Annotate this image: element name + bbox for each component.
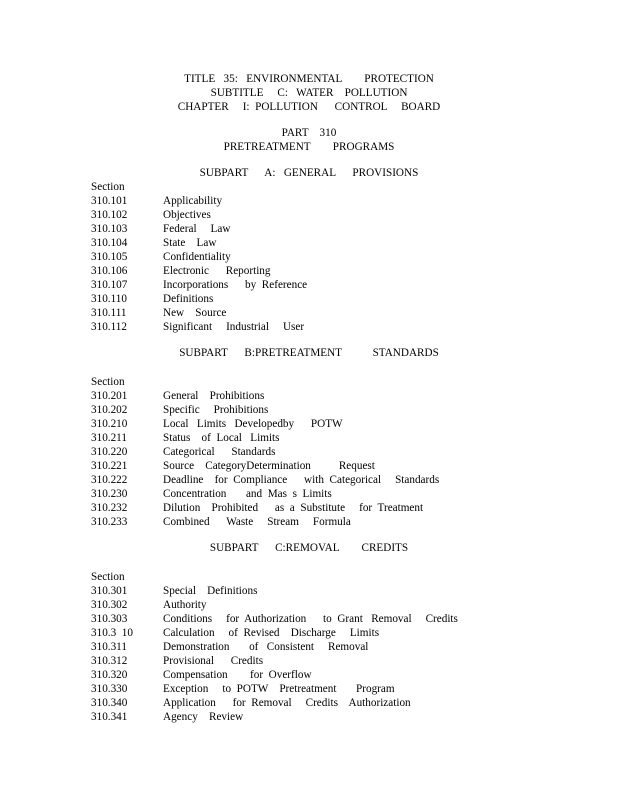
section-number: 310.110: [91, 293, 127, 305]
section-title: Applicability: [163, 195, 223, 207]
section-number: 310.112: [91, 321, 127, 333]
subpart-a-heading: SUBPART A: GENERAL PROVISIONS: [199, 167, 419, 179]
section-number: 310.301: [91, 585, 128, 597]
section-number: 310.340: [91, 697, 128, 709]
section-title: Provisional Credits: [163, 655, 264, 667]
subpart-b-heading: SUBPART B:PRETREATMENT STANDARDS: [179, 347, 439, 359]
section-number: 310.210: [91, 418, 128, 430]
subpart-b-section-label: Section: [91, 376, 125, 388]
section-number: 310.330: [91, 683, 128, 695]
section-title: Combined Waste Stream Formula: [163, 516, 351, 528]
section-number: 310.320: [91, 669, 128, 681]
section-title: Compensation for Overflow: [163, 669, 312, 681]
section-title: Calculation of Revised Discharge Limits: [163, 627, 380, 639]
section-number: 310.107: [91, 279, 128, 291]
subpart-c-heading: SUBPART C:REMOVAL CREDITS: [209, 542, 409, 554]
section-number: 310.211: [91, 432, 127, 444]
section-number: 310.311: [91, 641, 127, 653]
subpart-a-section-label: Section: [91, 181, 125, 193]
section-number: 310.201: [91, 390, 128, 402]
section-title: Objectives: [163, 209, 211, 221]
part-name: PRETREATMENT PROGRAMS: [223, 141, 395, 153]
part-line: PART 310: [281, 127, 337, 139]
section-number: 310.102: [91, 209, 128, 221]
section-title: Deadline for Compliance with Categorical Standards: [163, 474, 440, 486]
section-title: Confidentiality: [163, 251, 231, 263]
section-title: Local Limits Developedby POTW: [163, 418, 343, 430]
section-number: 310.106: [91, 265, 128, 277]
section-title: Definitions: [163, 293, 214, 305]
section-title: Agency Review: [163, 711, 244, 723]
section-title: Authority: [163, 599, 207, 611]
section-title: Specific Prohibitions: [163, 404, 269, 416]
subtitle-line: SUBTITLE C: WATER POLLUTION: [210, 87, 408, 99]
section-number: 310.105: [91, 251, 128, 263]
section-title: Demonstration of Consistent Removal: [163, 641, 369, 653]
section-number: 310.312: [91, 655, 128, 667]
section-title: New Source: [163, 307, 227, 319]
section-title: Source CategoryDetermination Request: [163, 460, 375, 472]
section-number: 310.104: [91, 237, 128, 249]
section-title: Application for Removal Credits Authorization: [163, 697, 411, 709]
section-number: 310.221: [91, 460, 128, 472]
section-title: State Law: [163, 237, 217, 249]
section-title: Dilution Prohibited as a Substitute for Treatment: [163, 502, 424, 514]
section-title: Categorical Standards: [163, 446, 276, 458]
section-title: Concentration and Mas s Limits: [163, 488, 332, 500]
section-number: 310.232: [91, 502, 128, 514]
section-title: Incorporations by Reference: [163, 279, 308, 291]
section-number: 310.222: [91, 474, 128, 486]
section-number: 310.303: [91, 613, 128, 625]
section-number: 310.233: [91, 516, 128, 528]
section-title: Special Definitions: [163, 585, 258, 597]
section-number: 310.341: [91, 711, 128, 723]
section-number: 310.220: [91, 446, 128, 458]
subpart-c-section-label: Section: [91, 571, 125, 583]
section-number: 310.103: [91, 223, 128, 235]
section-number: 310.302: [91, 599, 128, 611]
chapter-line: CHAPTER I: POLLUTION CONTROL BOARD: [177, 101, 441, 113]
section-number: 310.3 10: [91, 627, 133, 639]
section-title: Significant Industrial User: [163, 321, 305, 333]
section-number: 310.111: [91, 307, 127, 319]
section-title: Status of Local Limits: [163, 432, 280, 444]
section-number: 310.202: [91, 404, 128, 416]
section-title: Conditions for Authorization to Grant Removal Credits: [163, 613, 458, 625]
section-title: Exception to POTW Pretreatment Program: [163, 683, 395, 695]
section-number: 310.230: [91, 488, 128, 500]
section-title: General Prohibitions: [163, 390, 265, 402]
section-title: Federal Law: [163, 223, 231, 235]
section-title: Electronic Reporting: [163, 265, 271, 277]
section-number: 310.101: [91, 195, 128, 207]
title-line: TITLE 35: ENVIRONMENTAL PROTECTION: [184, 73, 434, 85]
